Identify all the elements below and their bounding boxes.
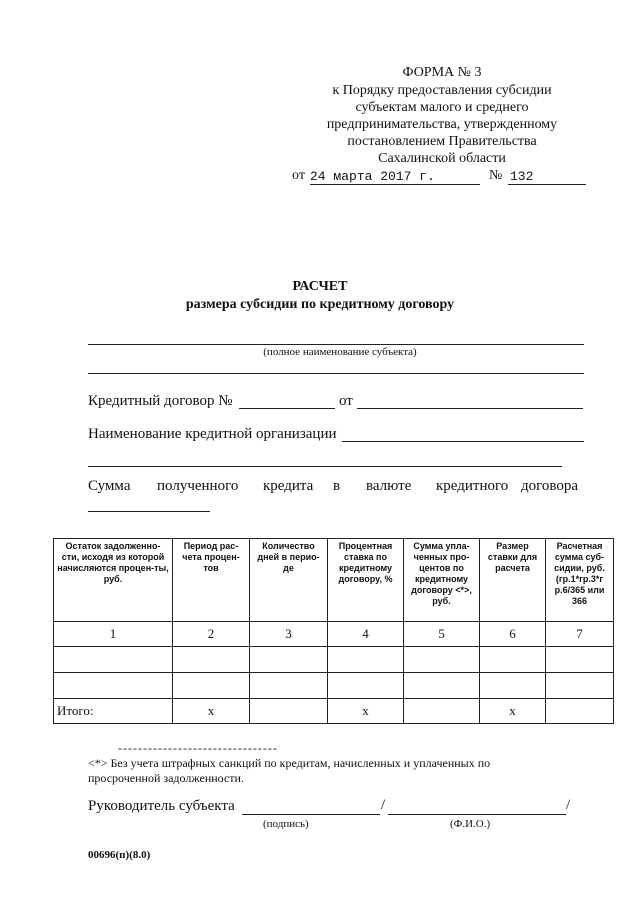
- total-cell[interactable]: [546, 699, 614, 724]
- table-total-row: [54, 699, 614, 724]
- col-number: 4: [328, 622, 404, 647]
- header-line-1: к Порядку предоставления субсидии: [332, 83, 552, 98]
- signature-label: Руководитель субъекта: [88, 798, 235, 814]
- page-title: РАСЧЕТ: [292, 279, 348, 294]
- total-cell[interactable]: [250, 699, 328, 724]
- table-cell[interactable]: [480, 647, 546, 673]
- header-line-4: постановлением Правительства: [347, 134, 537, 149]
- col-header-calc-rate: Размер ставки для расчета: [480, 539, 546, 622]
- table-cell[interactable]: [328, 647, 404, 673]
- header-line-2: субъектам малого и среднего: [355, 100, 529, 115]
- table-cell[interactable]: [54, 673, 173, 699]
- date-value: 24 марта 2017 г.: [310, 169, 435, 184]
- date-underline: [310, 184, 480, 185]
- date-prefix: от: [292, 168, 305, 183]
- col-header-days: Количество дней в перио-де: [250, 539, 328, 622]
- credit-org-line[interactable]: [342, 441, 584, 442]
- table-row: [54, 647, 614, 673]
- subject-name-line-2: [88, 373, 584, 374]
- credit-contract-label: Кредитный договор №: [88, 393, 233, 409]
- col-header-balance: Остаток задолженно-сти, исходя из которой начисляются процен-ты, руб.: [54, 539, 173, 622]
- signature-slash-2: /: [566, 797, 571, 813]
- subject-caption: (полное наименование субъекта): [263, 346, 417, 358]
- number-value: 132: [510, 169, 534, 184]
- calculation-table: [53, 538, 614, 724]
- col-number: 5: [404, 622, 480, 647]
- number-prefix: №: [489, 168, 503, 183]
- header-line-5: Сахалинской области: [378, 151, 506, 166]
- document-code: 00696(п)(8.0): [88, 849, 151, 861]
- table-cell[interactable]: [328, 673, 404, 699]
- sum-line[interactable]: [88, 511, 210, 512]
- table-cell[interactable]: [173, 647, 250, 673]
- page-subtitle: размера субсидии по кредитному договору: [185, 297, 455, 312]
- total-label: Итого:: [54, 699, 173, 724]
- total-cell: х: [480, 699, 546, 724]
- credit-contract-number-line[interactable]: [239, 408, 335, 409]
- table-cell[interactable]: [546, 673, 614, 699]
- col-header-period: Период рас-чета процен-тов: [173, 539, 250, 622]
- credit-org-line-2[interactable]: [88, 466, 562, 467]
- col-number: 1: [54, 622, 173, 647]
- table-cell[interactable]: [404, 673, 480, 699]
- col-header-paid-interest: Сумма упла-ченных про-центов по кредитному договору <*>, руб.: [404, 539, 480, 622]
- table-cell[interactable]: [546, 647, 614, 673]
- total-cell[interactable]: [404, 699, 480, 724]
- signature-line[interactable]: [242, 814, 380, 815]
- name-line[interactable]: [388, 814, 566, 815]
- col-header-rate: Процентная ставка по кредитному договору, %: [328, 539, 404, 622]
- table-cell[interactable]: [54, 647, 173, 673]
- sum-word-6: кредитного: [436, 478, 509, 494]
- credit-org-label: Наименование кредитной организации: [88, 426, 337, 442]
- col-number: 6: [480, 622, 546, 647]
- signature-caption: (подпись): [263, 818, 309, 830]
- col-number: 2: [173, 622, 250, 647]
- col-number: 7: [546, 622, 614, 647]
- table-cell[interactable]: [404, 647, 480, 673]
- col-number: 3: [250, 622, 328, 647]
- table-cell[interactable]: [250, 647, 328, 673]
- col-header-subsidy: Расчетная сумма суб-сидии, руб. (гр.1*гр.3*г р.6/365 или 366: [546, 539, 614, 622]
- sum-word-3: кредита: [263, 478, 314, 494]
- total-cell: х: [328, 699, 404, 724]
- sum-word-2: полученного: [157, 478, 239, 494]
- total-cell: х: [173, 699, 250, 724]
- subject-name-line: [88, 344, 584, 345]
- sum-word-7: договора: [521, 478, 579, 494]
- header-line-3: предпринимательства, утвержденному: [326, 117, 558, 132]
- table-cell[interactable]: [250, 673, 328, 699]
- table-cell[interactable]: [480, 673, 546, 699]
- table-row: [54, 673, 614, 699]
- sum-word-5: валюте: [366, 478, 412, 494]
- sum-word-4: в: [333, 478, 341, 494]
- sum-word-1: Сумма: [88, 478, 131, 494]
- credit-contract-from-label: от: [339, 393, 353, 409]
- form-number: ФОРМА № 3: [402, 65, 482, 80]
- footnote-text: <*> Без учета штрафных санкций по кредитам, начисленных и уплаченных по просроченной задолженности.: [88, 756, 491, 785]
- signature-slash-1: /: [381, 797, 386, 813]
- table-cell[interactable]: [173, 673, 250, 699]
- table-header-row: [54, 539, 614, 622]
- table-number-row: [54, 622, 614, 647]
- name-caption: (Ф.И.О.): [450, 818, 491, 830]
- footnote-separator: --------------------------------: [118, 741, 278, 755]
- number-underline: [508, 184, 586, 185]
- credit-contract-date-line[interactable]: [357, 408, 583, 409]
